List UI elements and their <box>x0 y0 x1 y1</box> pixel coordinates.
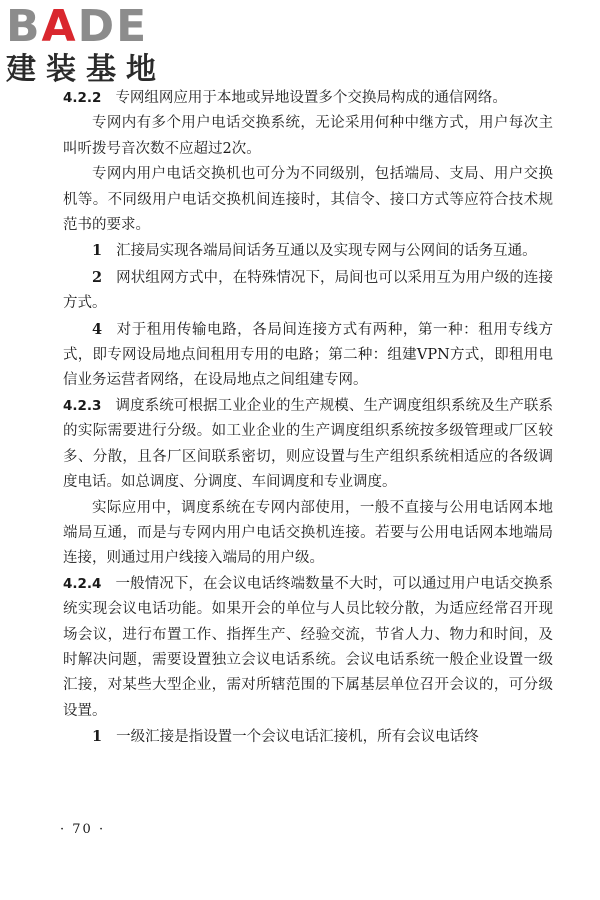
clause-number: 4.2.3 <box>63 397 102 414</box>
page-number: · 70 · <box>60 822 106 837</box>
clause-4-2-4 <box>63 572 553 724</box>
paragraph-text: 调度系统可根据工业企业的生产规模、生产调度组织系统及生产联系的实际需要进行分级。如工业企业的生产调度组织系统按多级管理或厂区较多、分散，且各厂区间联系密切，则应设置与生产组织系统相适应的各级调度电话。如总调度、分调度、车间调度和专业调度。 <box>63 397 553 491</box>
paragraph: 专网内有多个用户电话交换系统，无论采用何种中继方式，用户每次主叫听拨号音次数不应超过2次。 <box>63 115 553 157</box>
list-item <box>63 317 553 394</box>
item-number: 1 <box>92 728 103 746</box>
item-text: 网状组网方式中，在特殊情况下，局间也可以采用互为用户级的连接方式。 <box>63 269 553 312</box>
paragraph-text: 一般情况下，在会议电话终端数量不大时，可以通过用户电话交换系统实现会议电话功能。如果开会的单位与人员比较分散，为适应经常召开现场会议，进行布置工作、指挥生产、经验交流，节省人力、物力和时间，及时解决问题，需要设置独立会议电话系统。会议电话系统一般企业设置一级汇接，对某些大型企业，需对所辖范围的下属基层单位召开会议的，可分级设置。 <box>63 575 553 719</box>
clause-4-2-3 <box>63 394 553 496</box>
logo-brand-text: BADE <box>6 1 149 52</box>
clause-4-2-2 <box>63 86 553 111</box>
item-text: 汇接局实现各端局间话务互通以及实现专网与公网间的话务互通。 <box>116 243 537 260</box>
clause-number: 4.2.4 <box>63 575 102 592</box>
list-item <box>63 724 553 750</box>
item-number: 4 <box>92 320 103 338</box>
logo <box>6 1 176 88</box>
logo-brand <box>6 1 176 52</box>
document-body <box>63 86 553 751</box>
item-text: 对于租用传输电路，各局间连接方式有两种，第一种：租用专线方式，即专网设局地点间租用专用的电路；第二种：组建VPN方式，即租用电信业务运营者网络，在设局地点之间组建专网。 <box>63 321 553 389</box>
list-item <box>63 265 553 317</box>
list-item <box>63 238 553 264</box>
item-number: 1 <box>92 242 103 260</box>
paragraph: 专网内用户电话交换机也可分为不同级别，包括端局、支局、用户交换机等。不同级用户电话交换机间连接时，其信令、接口方式等应符合技术规范书的要求。 <box>63 166 553 234</box>
item-text: 一级汇接是指设置一个会议电话汇接机，所有会议电话终 <box>116 729 479 746</box>
clause-number: 4.2.2 <box>63 90 102 106</box>
paragraph: 实际应用中，调度系统在专网内部使用，一般不直接与公用电话网本地端局互通，而是与专网内用户电话交换机连接。若要与公用电话网本地端局连接，则通过用户线接入端局的用户级。 <box>63 499 553 567</box>
paragraph-text: 专网组网应用于本地或异地设置多个交换局构成的通信网络。 <box>115 90 507 106</box>
item-number: 2 <box>92 268 103 286</box>
logo-subtitle: 建装基地 <box>6 52 166 87</box>
